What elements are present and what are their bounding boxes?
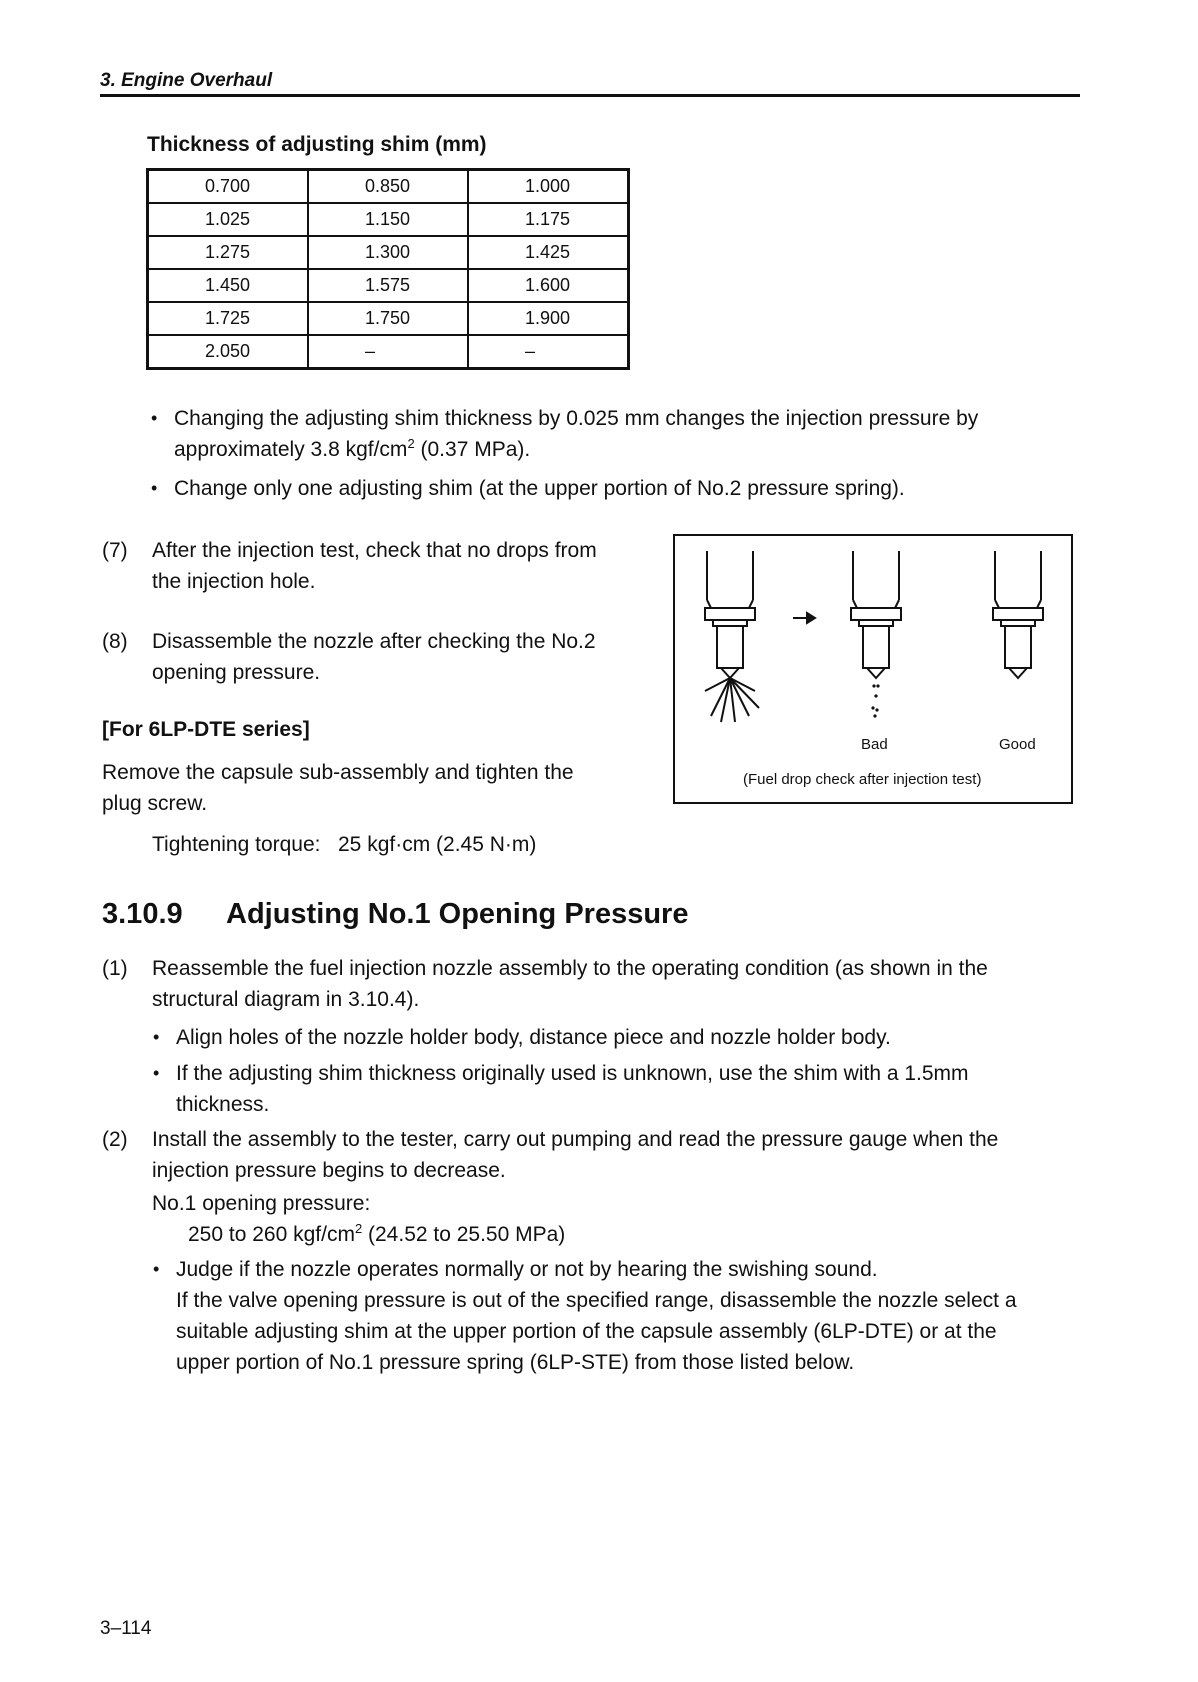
- label-bad: Bad: [861, 736, 888, 753]
- shim-table-cell: –: [308, 335, 468, 369]
- step-7-line1: After the injection test, check that no drops from: [152, 539, 597, 562]
- step-2-label: No.1 opening pressure:: [152, 1192, 371, 1215]
- dte-torque: Tightening torque: 25 kgf·cm (2.45 N·m): [152, 833, 537, 856]
- shim-table-cell: 1.150: [308, 203, 468, 236]
- step-7-line2: the injection hole.: [152, 570, 316, 593]
- step-2-value-sup: 2: [354, 1221, 363, 1236]
- step-1-bullet-1: • Align holes of the nozzle holder body, distance piece and nozzle holder body.: [150, 1022, 1116, 1053]
- shim-note-1-sup: 2: [407, 436, 415, 451]
- shim-table-cell: 0.700: [148, 170, 309, 204]
- step-8-line1: Disassemble the nozzle after checking the No.2: [152, 630, 596, 653]
- shim-table: [146, 168, 630, 370]
- shim-table-row: [148, 203, 629, 236]
- shim-table-cell: 1.600: [468, 269, 629, 302]
- shim-table-cell: –: [468, 335, 629, 369]
- step-2-bullet-1-line2: If the valve opening pressure is out of the specified range, disassemble the nozzle select a: [176, 1289, 1017, 1312]
- step-2-bullet-1: [150, 1254, 1116, 1378]
- section-number: 3.10.9: [102, 898, 183, 930]
- shim-table-row: [148, 170, 629, 204]
- step-1-bullet-2-line2: thickness.: [176, 1093, 270, 1116]
- step-2-bullet-1-line1: • Judge if the nozzle operates normally or not by hearing the swishing sound.: [176, 1258, 878, 1281]
- step-7: [102, 535, 662, 597]
- shim-note-1-line2: [174, 434, 1114, 465]
- shim-note-1-post: (0.37 MPa).: [414, 438, 531, 461]
- step-7-number: (7): [102, 539, 128, 562]
- shim-table-cell: 0.850: [308, 170, 468, 204]
- shim-note-1-line1: • Changing the adjusting shim thickness by 0.025 mm changes the injection pressure by: [174, 407, 979, 430]
- arrow-head-icon: [807, 613, 815, 623]
- step-1-bullet-2: [150, 1058, 1116, 1120]
- fuel-drop-figure: [673, 534, 1073, 804]
- shim-note-1: [148, 403, 1114, 465]
- step-1: [102, 953, 1092, 1015]
- page-header: 3. Engine Overhaul: [100, 70, 1080, 97]
- step-8-number: (8): [102, 630, 128, 653]
- fuel-drops-icon: [871, 684, 879, 717]
- dte-text: [102, 757, 662, 819]
- step-2-bullet-1-line3: suitable adjusting shim at the upper portion of the capsule assembly (6LP-DTE) or at the: [176, 1320, 997, 1343]
- step-1-line1: Reassemble the fuel injection nozzle assembly to the operating condition (as shown in the: [152, 957, 988, 980]
- dte-line1: Remove the capsule sub-assembly and tighten the: [102, 761, 574, 784]
- step-8-line2: opening pressure.: [152, 661, 321, 684]
- nozzle-diagram: [675, 536, 1071, 802]
- shim-table-cell: 1.275: [148, 236, 309, 269]
- shim-table-cell: 1.900: [468, 302, 629, 335]
- step-2-value: [188, 1219, 565, 1250]
- nozzle-good-icon: [993, 551, 1043, 678]
- step-1-text: [152, 953, 988, 1015]
- shim-table-cell: 1.425: [468, 236, 629, 269]
- shim-table-row: [148, 302, 629, 335]
- label-good: Good: [999, 736, 1036, 753]
- shim-note-1-pre: approximately 3.8 kgf/cm: [174, 438, 408, 461]
- shim-table-row: [148, 335, 629, 369]
- shim-table-title: Thickness of adjusting shim (mm): [147, 133, 487, 156]
- step-1-bullet-2-line1: • If the adjusting shim thickness originally used is unknown, use the shim with a 1.5mm: [176, 1062, 969, 1085]
- section-title: Adjusting No.1 Opening Pressure: [226, 898, 689, 930]
- shim-table-cell: 1.750: [308, 302, 468, 335]
- step-2-value-post: (24.52 to 25.50 MPa): [362, 1223, 566, 1246]
- step-2: [102, 1124, 1092, 1186]
- step-2-line2: injection pressure begins to decrease.: [152, 1159, 506, 1182]
- step-8-text: [152, 626, 596, 688]
- shim-note-2: • Change only one adjusting shim (at the upper portion of No.2 pressure spring).: [148, 473, 1114, 504]
- step-2-bullet-1-line4: upper portion of No.1 pressure spring (6LP-STE) from those listed below.: [176, 1351, 855, 1374]
- figure-caption: (Fuel drop check after injection test): [743, 771, 982, 788]
- shim-table-cell: 1.025: [148, 203, 309, 236]
- shim-table-row: [148, 236, 629, 269]
- shim-table-cell: 1.575: [308, 269, 468, 302]
- shim-table-cell: 1.450: [148, 269, 309, 302]
- shim-table-cell: 1.000: [468, 170, 629, 204]
- step-8: [102, 626, 662, 688]
- nozzle-bad-icon: [851, 551, 901, 678]
- nozzle-spray-icon: [705, 551, 759, 722]
- page-number: 3–114: [100, 1618, 152, 1639]
- shim-table-row: [148, 269, 629, 302]
- step-2-text: [152, 1124, 998, 1186]
- step-1-line2: structural diagram in 3.10.4).: [152, 988, 420, 1011]
- step-7-text: [152, 535, 597, 597]
- shim-table-cell: 2.050: [148, 335, 309, 369]
- shim-table-cell: 1.175: [468, 203, 629, 236]
- shim-table-cell: 1.725: [148, 302, 309, 335]
- dte-line2: plug screw.: [102, 792, 208, 815]
- dte-heading: [For 6LP-DTE series]: [102, 718, 310, 741]
- step-1-number: (1): [102, 957, 128, 980]
- step-2-value-pre: 250 to 260 kgf/cm: [188, 1223, 355, 1246]
- step-2-line1: Install the assembly to the tester, carry out pumping and read the pressure gauge when the: [152, 1128, 999, 1151]
- step-2-number: (2): [102, 1128, 128, 1151]
- shim-table-cell: 1.300: [308, 236, 468, 269]
